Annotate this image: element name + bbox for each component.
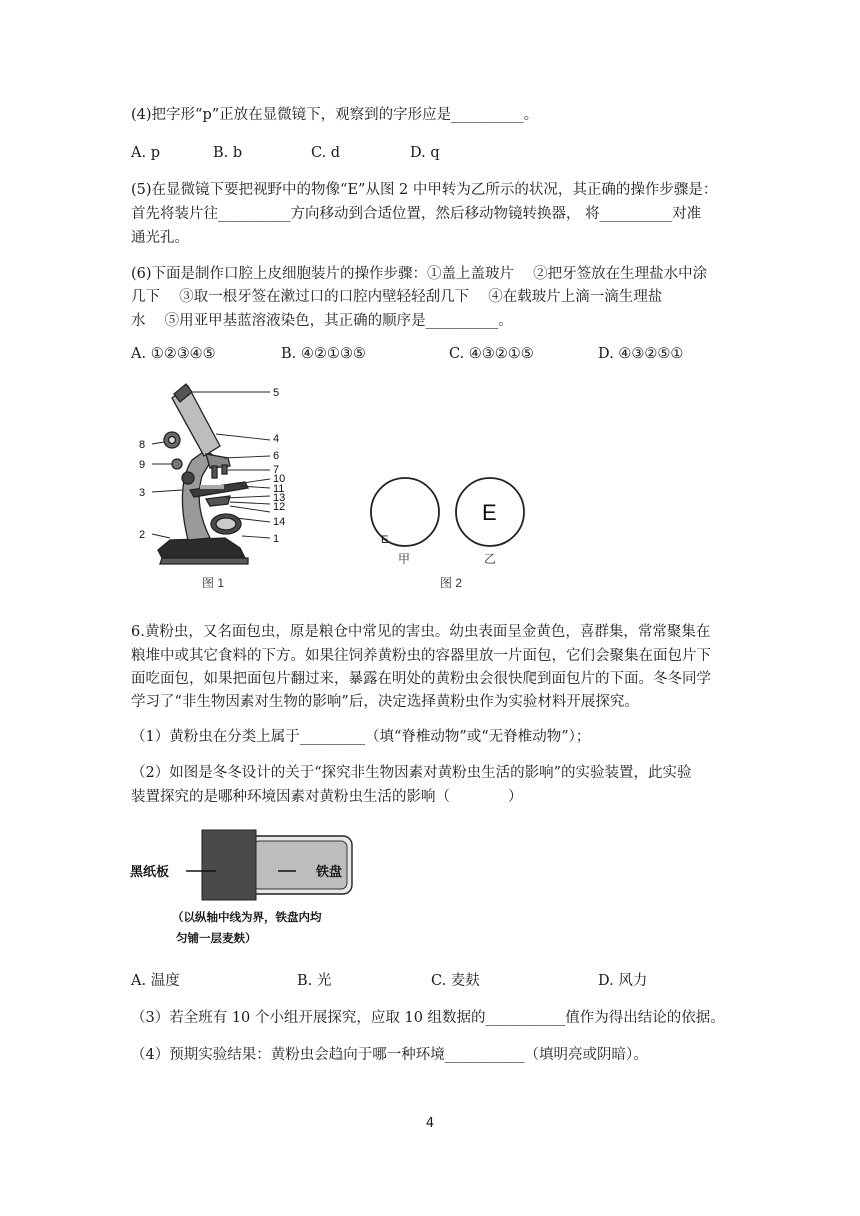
- q4-option-d: D. q: [410, 145, 440, 161]
- problem6-paragraph-line2: 粮堆中或其它食料的下方。如果往饲养黄粉虫的容器里放一片面包，它们会聚集在面包片下: [131, 648, 711, 664]
- fig1-label-5: 5: [273, 387, 280, 399]
- fig1-label-9: 9: [139, 459, 146, 471]
- fig1-label-7: 7: [273, 464, 280, 476]
- problem6-paragraph-line4: 学习了“非生物因素对生物的影响”后，决定选择黄粉虫作为实验材料开展探究。: [131, 694, 639, 710]
- problem6-sub3: （3）若全班有 10 个小组开展探究，应取 10 组数据的___________值作为得出结论的依据。: [131, 1010, 725, 1026]
- q4-option-c: C. d: [311, 145, 341, 161]
- figure2-caption: 图 2: [440, 576, 463, 590]
- figure2-field-of-view-diagram: [360, 468, 540, 593]
- q6-option-c: C. ④③②①⑤: [449, 346, 534, 362]
- q6-line3: 水 ⑤用亚甲基蓝溶液染色，其正确的顺序是__________。: [131, 313, 513, 329]
- q6-option-a: A. ①②③④⑤: [131, 346, 216, 362]
- figure1-microscope-diagram: [130, 378, 300, 593]
- problem6-sub2-line2: 装置探究的是哪种环境因素对黄粉虫生活的影响（ ）: [131, 789, 523, 805]
- problem6-option-b: B. 光: [297, 973, 332, 989]
- problem6-paragraph-line1: 6.黄粉虫，又名面包虫，原是粮仓中常见的害虫。幼虫表面呈金黄色，喜群集，常常聚集在: [131, 624, 711, 640]
- problem6-sub1: （1）黄粉虫在分类上属于_________（填“脊椎动物”或“无脊椎动物”）；: [131, 729, 591, 745]
- q5-line2: 首先将装片往__________方向移动到合适位置，然后移动物镜转换器， 将__________对准: [131, 206, 702, 222]
- page-number: 4: [425, 1116, 435, 1131]
- fig1-label-3: 3: [139, 487, 146, 499]
- fig1-label-13: 13: [273, 492, 286, 504]
- experiment-apparatus-diagram: [128, 826, 368, 951]
- q5-line1: (5)在显微镜下要把视野中的物像“E”从图 2 中甲转为乙所示的状况，其正确的操作步骤是：: [131, 182, 718, 198]
- problem6-option-d: D. 风力: [598, 973, 648, 989]
- q4-option-b: B. b: [213, 145, 243, 161]
- fig1-label-8: 8: [139, 439, 146, 451]
- fig1-label-1: 1: [273, 533, 280, 545]
- experiment-label-iron-tray: 铁盘: [316, 864, 343, 879]
- q5-line3: 通光孔。: [131, 230, 189, 246]
- problem6-sub4: （4）预期实验结果：黄粉虫会趋向于哪一种环境___________（填明亮或阴暗）。: [131, 1047, 648, 1063]
- experiment-note-line1: （以纵轴中线为界，铁盘内均: [172, 912, 322, 924]
- problem6-option-c: C. 麦麸: [431, 973, 480, 989]
- q4-option-a: A. p: [131, 145, 160, 161]
- fig1-label-12: 12: [273, 501, 286, 513]
- problem6-option-a: A. 温度: [131, 973, 180, 989]
- fig1-label-11: 11: [273, 483, 285, 495]
- fig1-label-14: 14: [273, 516, 286, 528]
- experiment-label-black-board: 黑纸板: [130, 864, 170, 879]
- fig1-label-4: 4: [273, 433, 280, 445]
- q6-option-d: D. ④③②⑤①: [598, 346, 684, 362]
- figure2-left-label: 甲: [398, 552, 411, 566]
- q6-option-b: B. ④②①③⑤: [281, 346, 366, 362]
- figure2-right-label: 乙: [484, 552, 497, 566]
- figure2-right-letter: E: [482, 500, 497, 525]
- experiment-note-line2: 匀铺一层麦麸）: [176, 933, 257, 945]
- problem6-sub2-line1: （2）如图是冬冬设计的关于“探究非生物因素对黄粉虫生活的影响”的实验装置，此实验: [131, 765, 692, 781]
- figure1-caption: 图 1: [202, 576, 225, 590]
- fig1-label-6: 6: [273, 450, 280, 462]
- problem6-paragraph-line3: 面吃面包，如果把面包片翻过来，暴露在明处的黄粉虫会很快爬到面包片的下面。冬冬同学: [131, 671, 711, 687]
- fig1-label-10: 10: [273, 473, 286, 485]
- q6-line1: (6)下面是制作口腔上皮细胞装片的操作步骤：①盖上盖玻片 ②把牙签放在生理盐水中涂: [131, 266, 708, 282]
- figure2-left-letter: E: [381, 534, 389, 546]
- q6-line2: 几下 ③取一根牙签在漱过口的口腔内壁轻轻刮几下 ④在载玻片上滴一滴生理盐: [131, 289, 663, 305]
- fig1-label-2: 2: [139, 529, 146, 541]
- q4-stem: (4)把字形“p”正放在显微镜下，观察到的字形应是__________。: [131, 107, 539, 123]
